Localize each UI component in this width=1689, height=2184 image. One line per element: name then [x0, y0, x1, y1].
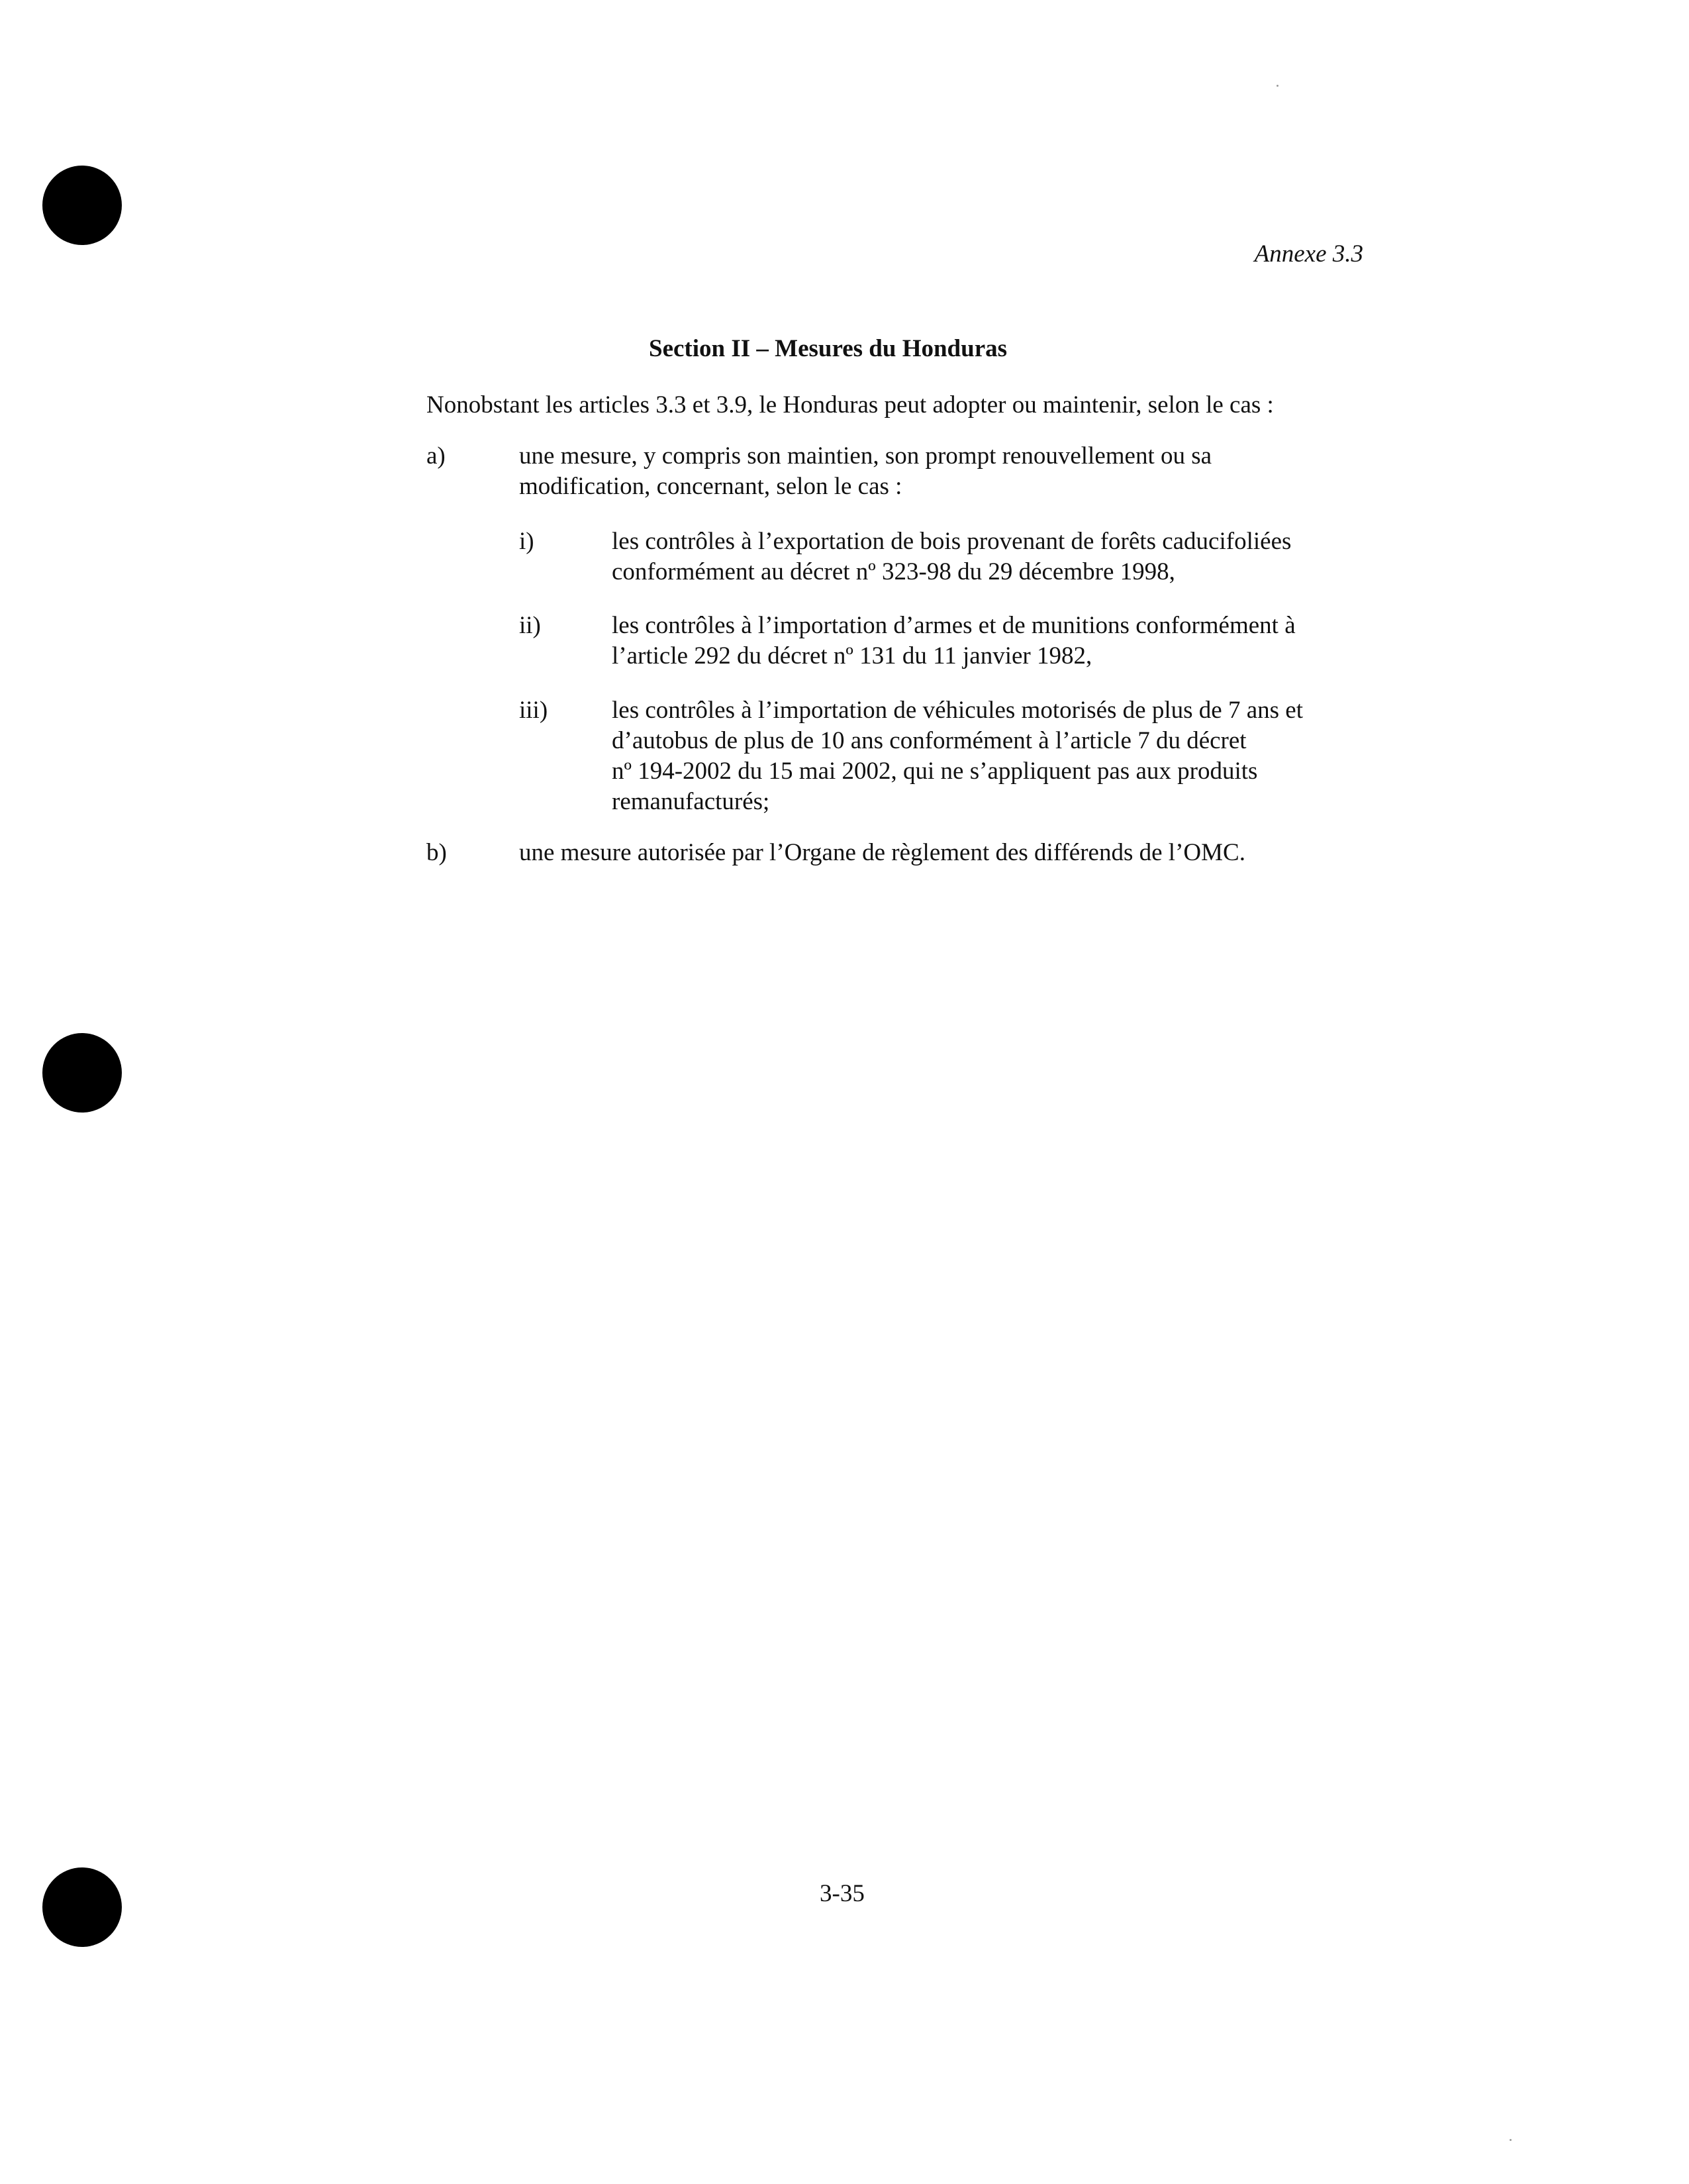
- punch-hole-middle: [42, 1033, 122, 1113]
- page-number: 3-35: [820, 1880, 865, 1907]
- sub-list-marker: ii): [519, 612, 541, 639]
- punch-hole-top: [42, 166, 122, 245]
- scan-speck: [1277, 85, 1279, 87]
- list-marker: a): [426, 442, 446, 470]
- text-line: les contrôles à l’exportation de bois provenant de forêts caducifoliées: [612, 528, 1292, 555]
- sub-item-text: [612, 695, 1303, 817]
- scan-speck: [1510, 2139, 1512, 2141]
- list-marker: b): [426, 839, 447, 866]
- sub-list-marker: iii): [519, 697, 548, 724]
- text-line: conformément au décret nº 323-98 du 29 décembre 1998,: [612, 558, 1175, 585]
- text-line: nº 194-2002 du 15 mai 2002, qui ne s’appliquent pas aux produits: [612, 758, 1258, 785]
- annex-label: Annexe 3.3: [1254, 240, 1363, 268]
- text-line: l’article 292 du décret nº 131 du 11 janvier 1982,: [612, 642, 1092, 670]
- list-item-text: [519, 441, 1212, 502]
- list-item-text: [519, 838, 1245, 868]
- sub-item-text: [612, 611, 1296, 671]
- text-line: une mesure autorisée par l’Organe de règlement des différends de l’OMC.: [519, 839, 1245, 866]
- sub-item-text: [612, 526, 1291, 587]
- section-title: Section II – Mesures du Honduras: [649, 335, 1008, 362]
- intro-paragraph: Nonobstant les articles 3.3 et 3.9, le Honduras peut adopter ou maintenir, selon le cas :: [426, 391, 1274, 419]
- text-line: modification, concernant, selon le cas :: [519, 473, 902, 500]
- text-line: les contrôles à l’importation d’armes et de munitions conformément à: [612, 612, 1296, 639]
- text-line: les contrôles à l’importation de véhicules motorisés de plus de 7 ans et: [612, 697, 1303, 724]
- punch-hole-bottom: [42, 1867, 122, 1947]
- text-line: une mesure, y compris son maintien, son prompt renouvellement ou sa: [519, 442, 1212, 470]
- text-line: remanufacturés;: [612, 788, 770, 815]
- sub-list-marker: i): [519, 528, 534, 555]
- text-line: d’autobus de plus de 10 ans conformément à l’article 7 du décret: [612, 727, 1247, 754]
